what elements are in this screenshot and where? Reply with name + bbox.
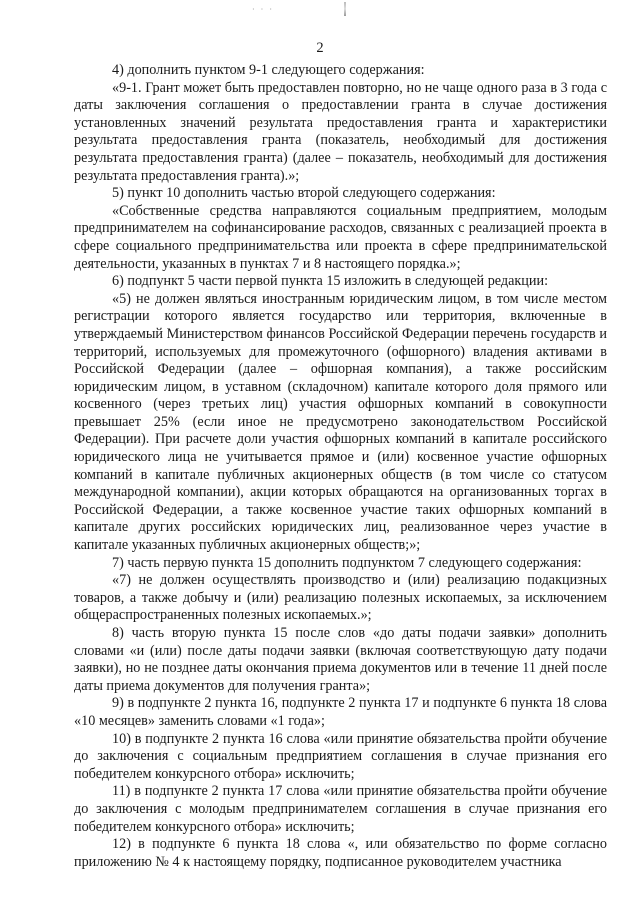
paragraph: 10) в подпункте 2 пункта 16 слова «или принятие обязательства пройти обучение до заключения с социальным предприятием соглашения в случае признания его победителем конкурсного отбора» исключить; xyxy=(74,730,607,782)
scan-artifact: · · · xyxy=(252,5,274,14)
paragraph: 4) дополнить пунктом 9-1 следующего содержания: xyxy=(112,62,425,78)
paragraph: 8) часть вторую пункта 15 после слов «до даты подачи заявки» дополнить словами «и (или) после даты подачи заявки (включая соответствующую дату подачи заявки), но не позднее даты окончания приема документов или в течение 11 дней после даты приема документов для получения гранта»; xyxy=(74,625,607,694)
paragraph: 9) в подпункте 2 пункта 16, подпункте 2 пункта 17 и подпункте 6 пункта 18 слова «10 месяцев» заменить словами «1 года»; xyxy=(74,695,607,729)
paragraph: «Собственные средства направляются социальным предприятием, молодым предпринимателем на софинансирование расходов, связанных с реализацией проекта в сфере социального предпринимательства или проекта в сфере предпринимательской деятельности, указанных в пунктах 7 и 8 настоящего порядка.»; xyxy=(74,202,607,272)
paragraph: «9-1. Грант может быть предоставлен повторно, но не чаще одного раза в 3 года с даты заключения соглашения о предоставлении гранта в случае достижения установленных значений результата предоставления гранта и характеристики результата предоставления гранта (показатель, необходимый для достижения результата предоставления гранта) (далее – показатель, необходимый для достижения результата предоставления гранта).»; xyxy=(74,79,607,184)
paragraph: 11) в подпункте 2 пункта 17 слова «или принятие обязательства пройти обучение до заключения с молодым предпринимателем соглашения в случае признания его победителем конкурсного отбора» исключить; xyxy=(74,783,607,835)
paragraph: 12) в подпункте 6 пункта 18 слова «, или обязательство по форме согласно приложению № 4 к настоящему порядку, подписанное руководителем участника xyxy=(74,836,607,870)
scan-artifact-line xyxy=(344,2,346,16)
paragraph: «5) не должен являться иностранным юридическим лицом, в том числе местом регистрации которого является государство или территория, включенные в утверждаемый Министерством финансов Российской Федерации перечень государств и территорий, используемых для промежуточного (офшорного) владения активами в Российской Федерации (далее – офшорная компания), а также российским юридическим лицом, в уставном (складочном) капитале которого доля прямого или косвенного (через третьих лиц) участия офшорных компаний в совокупности превышает 25% (если иное не предусмотрено законодательством Российской Федерации). При расчете доли участия офшорных компаний в капитале российского юридического лица не учитывается прямое и (или) косвенное участие офшорных компаний в капитале публичных акционерных обществ (в том числе со статусом международной компании), акции которых обращаются на организованных торгах в Российской Федерации, а также косвенное участие таких офшорных компаний в капитале других российских юридических лиц, реализованное через участие в капитале указанных публичных акционерных обществ;»; xyxy=(74,290,607,554)
paragraph: 7) часть первую пункта 15 дополнить подпунктом 7 следующего содержания: xyxy=(112,554,582,571)
paragraph: «7) не должен осуществлять производство и (или) реализацию подакцизных товаров, а также добычу и (или) реализацию полезных ископаемых, за исключением общераспространенных полезных ископаемых.»; xyxy=(74,572,607,624)
paragraph: 5) пункт 10 дополнить частью второй следующего содержания: xyxy=(112,185,496,202)
document-body xyxy=(74,62,607,871)
paragraph: 6) подпункт 5 части первой пункта 15 изложить в следующей редакции: xyxy=(112,273,549,290)
page-number: 2 xyxy=(316,40,324,56)
